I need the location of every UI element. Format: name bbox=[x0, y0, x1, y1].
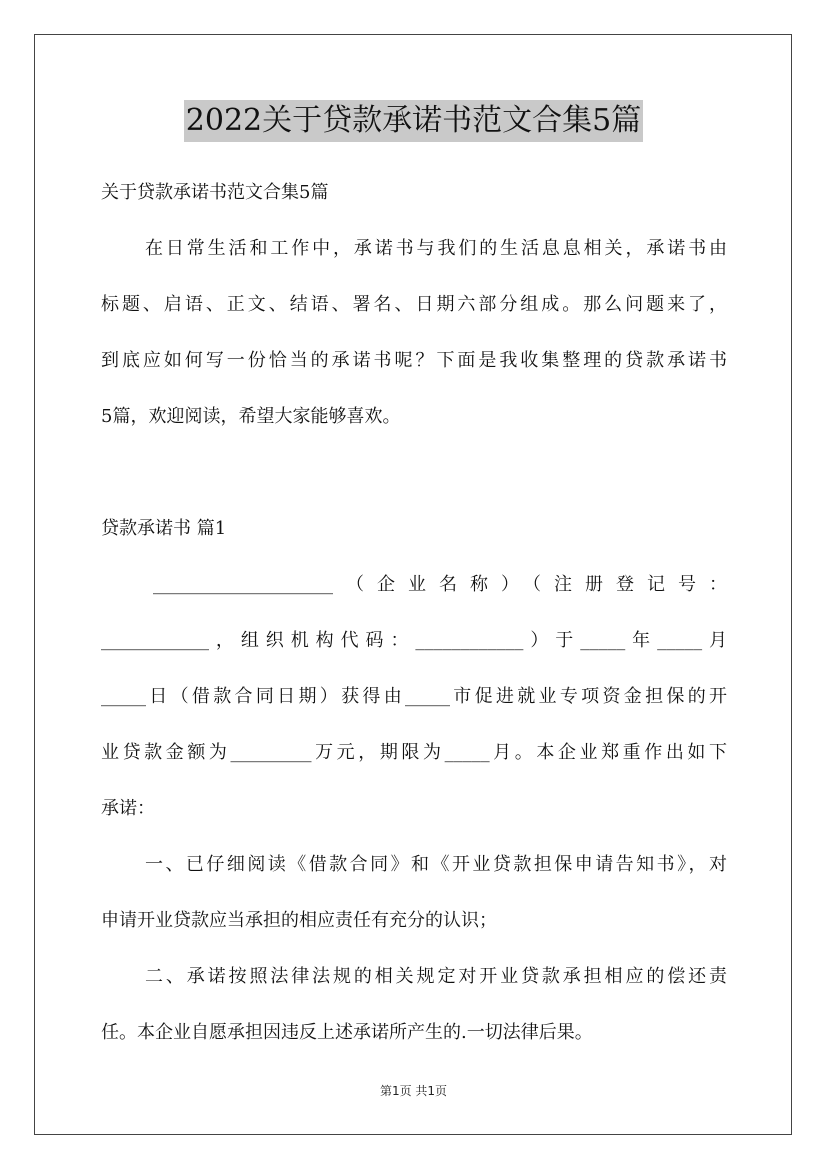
body-line: _____日（借款合同日期）获得由_____市促进就业专项资金担保的开 bbox=[101, 686, 727, 707]
body-line: ____________________（企业名称）（注册登记号： bbox=[153, 574, 727, 595]
clause-line: 一、已仔细阅读《借款合同》和《开业贷款担保申请告知书》，对 bbox=[145, 854, 727, 875]
title-container bbox=[0, 100, 827, 142]
body-line: ____________，组织机构代码：____________）于_____年_____月 bbox=[101, 630, 727, 651]
document-body bbox=[101, 175, 727, 1051]
intro-line: 5篇，欢迎阅读，希望大家能够喜欢。 bbox=[101, 406, 401, 427]
document-subtitle: 关于贷款承诺书范文合集5篇 bbox=[101, 182, 329, 203]
clause-line: 任。本企业自愿承担因违反上述承诺所产生的.一切法律后果。 bbox=[101, 1022, 593, 1043]
clause-line: 二、承诺按照法律法规的相关规定对开业贷款承担相应的偿还责 bbox=[145, 966, 727, 987]
intro-line: 到底应如何写一份恰当的承诺书呢？下面是我收集整理的贷款承诺书 bbox=[101, 350, 727, 371]
intro-line: 在日常生活和工作中，承诺书与我们的生活息息相关，承诺书由 bbox=[145, 238, 727, 259]
body-line: 业贷款金额为_________万元，期限为_____月。本企业郑重作出如下 bbox=[101, 742, 727, 763]
clause-one bbox=[101, 847, 727, 939]
body-paragraph bbox=[101, 567, 727, 827]
clause-two bbox=[101, 959, 727, 1051]
document-title: 2022关于贷款承诺书范文合集5篇 bbox=[184, 100, 643, 142]
section-heading: 贷款承诺书 篇1 bbox=[101, 518, 227, 539]
intro-line: 标题、启语、正文、结语、署名、日期六部分组成。那么问题来了， bbox=[101, 294, 727, 315]
intro-paragraph bbox=[101, 231, 727, 435]
body-line: 承诺： bbox=[101, 798, 155, 819]
page-footer: 第1页 共1页 bbox=[379, 1084, 448, 1098]
clause-line: 申请开业贷款应当承担的相应责任有充分的认识； bbox=[101, 910, 497, 931]
